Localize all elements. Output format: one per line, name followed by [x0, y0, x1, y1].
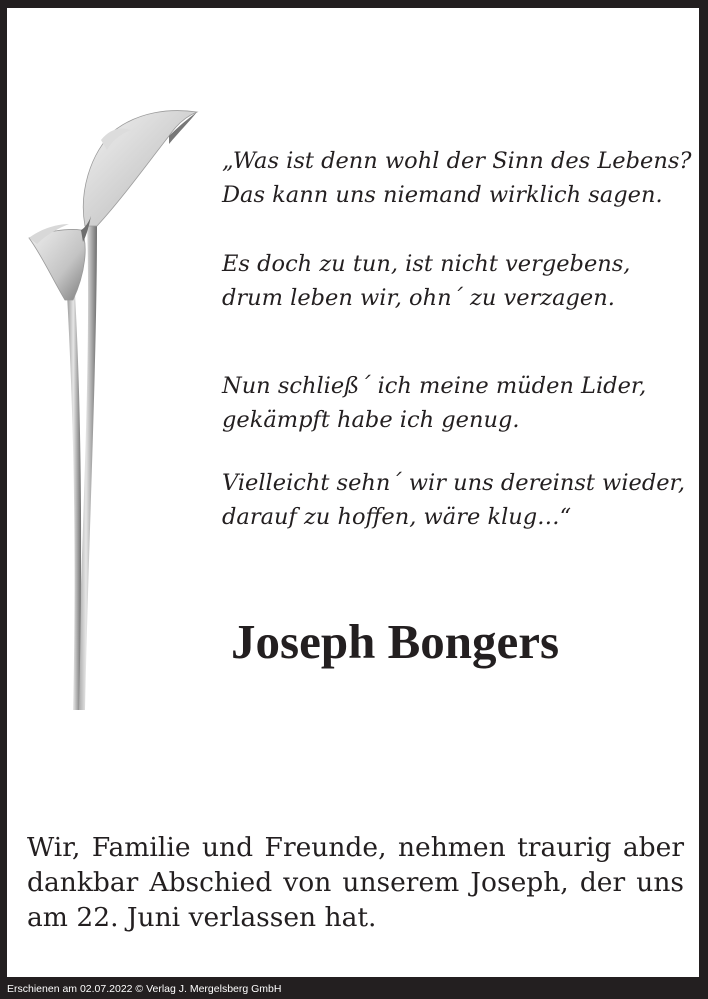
poem-line: Das kann uns niemand wirklich sagen.: [222, 182, 663, 208]
closing-text: Wir, Familie und Freunde, nehmen traurig aber dankbar Abschied von unserem Joseph, der uns am 22. Juni verlassen hat.: [27, 832, 684, 933]
poem-stanza-3: [222, 369, 646, 437]
poem-line: gekämpft habe ich genug.: [222, 407, 520, 433]
poem-stanza-4: [222, 466, 685, 534]
publication-footer: Erschienen am 02.07.2022 © Verlag J. Mergelsberg GmbH: [7, 983, 282, 995]
poem-line: „Was ist denn wohl der Sinn des Lebens?: [222, 148, 692, 174]
calla-lily-icon: [19, 104, 209, 712]
poem-line: darauf zu hoffen, wäre klug…“: [222, 504, 572, 530]
poem-line: Es doch zu tun, ist nicht vergebens,: [222, 251, 631, 277]
poem-stanza-2: [222, 247, 630, 315]
obituary-notice: [7, 8, 699, 977]
poem-line: drum leben wir, ohn´ zu verzagen.: [222, 285, 615, 311]
poem-line: Nun schließ´ ich meine müden Lider,: [222, 373, 647, 399]
deceased-name: Joseph Bongers: [231, 614, 560, 669]
poem-stanza-1: [222, 144, 691, 212]
poem-line: Vielleicht sehn´ wir uns dereinst wieder,: [222, 470, 685, 496]
